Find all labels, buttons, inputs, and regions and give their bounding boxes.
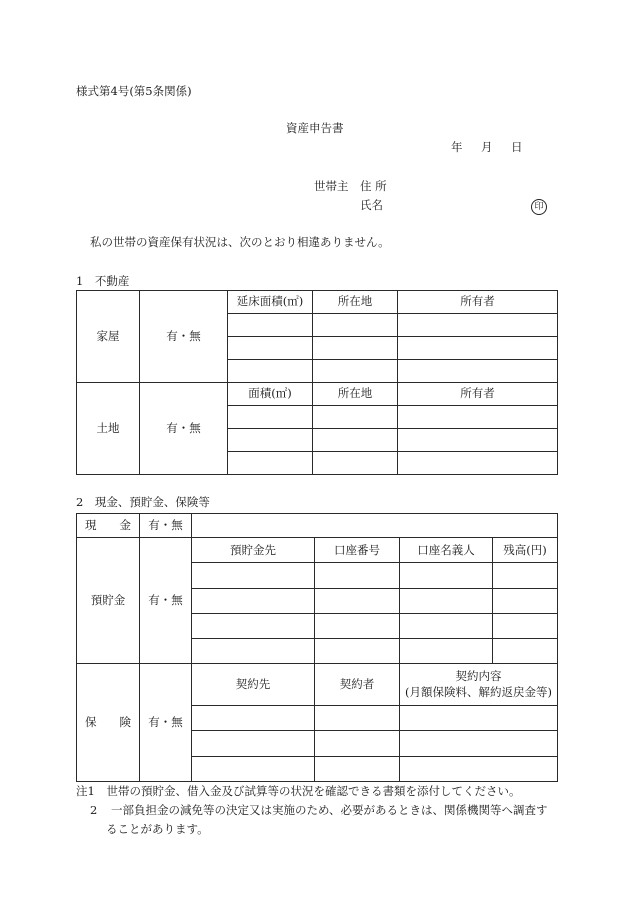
empty-cell[interactable]	[315, 588, 400, 613]
insurance-header-row	[77, 664, 558, 706]
date-day-label: 日	[511, 140, 523, 154]
empty-cell[interactable]	[192, 588, 315, 613]
empty-cell[interactable]	[398, 406, 558, 429]
savings-header-row	[77, 538, 558, 563]
note2-continuation: ることがあります。	[106, 822, 209, 836]
note1	[76, 786, 520, 798]
insurance-presence[interactable]: 有・無	[140, 664, 192, 782]
land-header-row	[77, 383, 558, 406]
savings-col-balance: 残高(円)	[493, 538, 558, 563]
empty-cell[interactable]	[192, 563, 315, 588]
assets-table	[76, 513, 558, 782]
note1-text: 世帯の預貯金、借入金及び試算等の状況を確認できる書類を添付してください。	[106, 784, 521, 798]
cash-label: 現 金	[77, 514, 140, 538]
empty-cell[interactable]	[313, 406, 398, 429]
empty-cell[interactable]	[228, 314, 313, 337]
empty-cell[interactable]	[315, 731, 400, 756]
empty-cell[interactable]	[228, 406, 313, 429]
empty-cell[interactable]	[400, 706, 558, 731]
seal-mark	[531, 199, 547, 215]
empty-cell[interactable]	[493, 563, 558, 588]
house-col-floor-area: 延床面積(㎡)	[228, 291, 313, 314]
cash-detail-cell[interactable]	[192, 514, 558, 538]
section2-heading: 2 現金、預貯金、保険等	[76, 495, 210, 509]
cash-presence[interactable]: 有・無	[140, 514, 192, 538]
empty-cell[interactable]	[192, 639, 315, 664]
land-col-area: 面積(㎡)	[228, 383, 313, 406]
savings-col-account-number: 口座番号	[315, 538, 400, 563]
empty-cell[interactable]	[313, 429, 398, 452]
note1-label: 注1	[76, 784, 95, 798]
empty-cell[interactable]	[192, 706, 315, 731]
empty-cell[interactable]	[398, 337, 558, 360]
real-estate-table	[76, 290, 558, 475]
savings-col-bank: 預貯金先	[192, 538, 315, 563]
savings-presence[interactable]: 有・無	[140, 538, 192, 664]
empty-cell[interactable]	[493, 639, 558, 664]
contract-details-subtitle: (月額保険料、解約返戻金等)	[405, 684, 552, 699]
house-label: 家屋	[77, 291, 140, 383]
savings-label: 預貯金	[77, 538, 140, 664]
empty-cell[interactable]	[400, 731, 558, 756]
empty-cell[interactable]	[398, 314, 558, 337]
savings-col-account-holder: 口座名義人	[400, 538, 493, 563]
empty-cell[interactable]	[315, 613, 400, 638]
note2-text: 一部負担金の減免等の決定又は実施のため、必要があるときは、関係機関等へ調査す	[110, 803, 548, 817]
name-label: 氏名	[360, 198, 383, 212]
household-head-label: 世帯主	[314, 179, 349, 193]
empty-cell[interactable]	[400, 588, 493, 613]
date-year-label: 年	[451, 140, 463, 154]
empty-cell[interactable]	[398, 429, 558, 452]
cash-row	[77, 514, 558, 538]
empty-cell[interactable]	[315, 563, 400, 588]
document-title: 資産申告書	[286, 121, 344, 135]
empty-cell[interactable]	[400, 563, 493, 588]
note2-label: 2	[90, 803, 98, 817]
empty-cell[interactable]	[313, 337, 398, 360]
empty-cell[interactable]	[228, 429, 313, 452]
empty-cell[interactable]	[313, 452, 398, 475]
empty-cell[interactable]	[192, 731, 315, 756]
empty-cell[interactable]	[192, 613, 315, 638]
empty-cell[interactable]	[398, 360, 558, 383]
insurance-col-policyholder: 契約者	[315, 664, 400, 706]
empty-cell[interactable]	[228, 360, 313, 383]
address-label: 住 所	[360, 179, 387, 193]
house-header-row	[77, 291, 558, 314]
empty-cell[interactable]	[228, 452, 313, 475]
insurance-col-contract-details	[400, 664, 558, 706]
empty-cell[interactable]	[400, 613, 493, 638]
land-col-owner: 所有者	[398, 383, 558, 406]
empty-cell[interactable]	[493, 588, 558, 613]
empty-cell[interactable]	[192, 756, 315, 781]
house-col-location: 所在地	[313, 291, 398, 314]
land-presence[interactable]: 有・無	[140, 383, 228, 475]
empty-cell[interactable]	[315, 756, 400, 781]
insurance-col-insurer: 契約先	[192, 664, 315, 706]
land-col-location: 所在地	[313, 383, 398, 406]
form-number: 様式第4号(第5条関係)	[76, 84, 192, 98]
insurance-label: 保 険	[77, 664, 140, 782]
note2	[90, 805, 548, 817]
empty-cell[interactable]	[313, 314, 398, 337]
empty-cell[interactable]	[400, 756, 558, 781]
empty-cell[interactable]	[228, 337, 313, 360]
date-month-label: 月	[481, 140, 493, 154]
empty-cell[interactable]	[313, 360, 398, 383]
seal-glyph: 印	[531, 199, 547, 215]
house-col-owner: 所有者	[398, 291, 558, 314]
empty-cell[interactable]	[400, 639, 493, 664]
empty-cell[interactable]	[315, 706, 400, 731]
house-presence[interactable]: 有・無	[140, 291, 228, 383]
empty-cell[interactable]	[315, 639, 400, 664]
contract-details-title: 契約内容	[455, 669, 502, 684]
section1-heading: 1 不動産	[76, 274, 130, 288]
land-label: 土地	[77, 383, 140, 475]
empty-cell[interactable]	[493, 613, 558, 638]
empty-cell[interactable]	[398, 452, 558, 475]
declaration-text: 私の世帯の資産保有状況は、次のとおり相違ありません。	[90, 235, 390, 249]
